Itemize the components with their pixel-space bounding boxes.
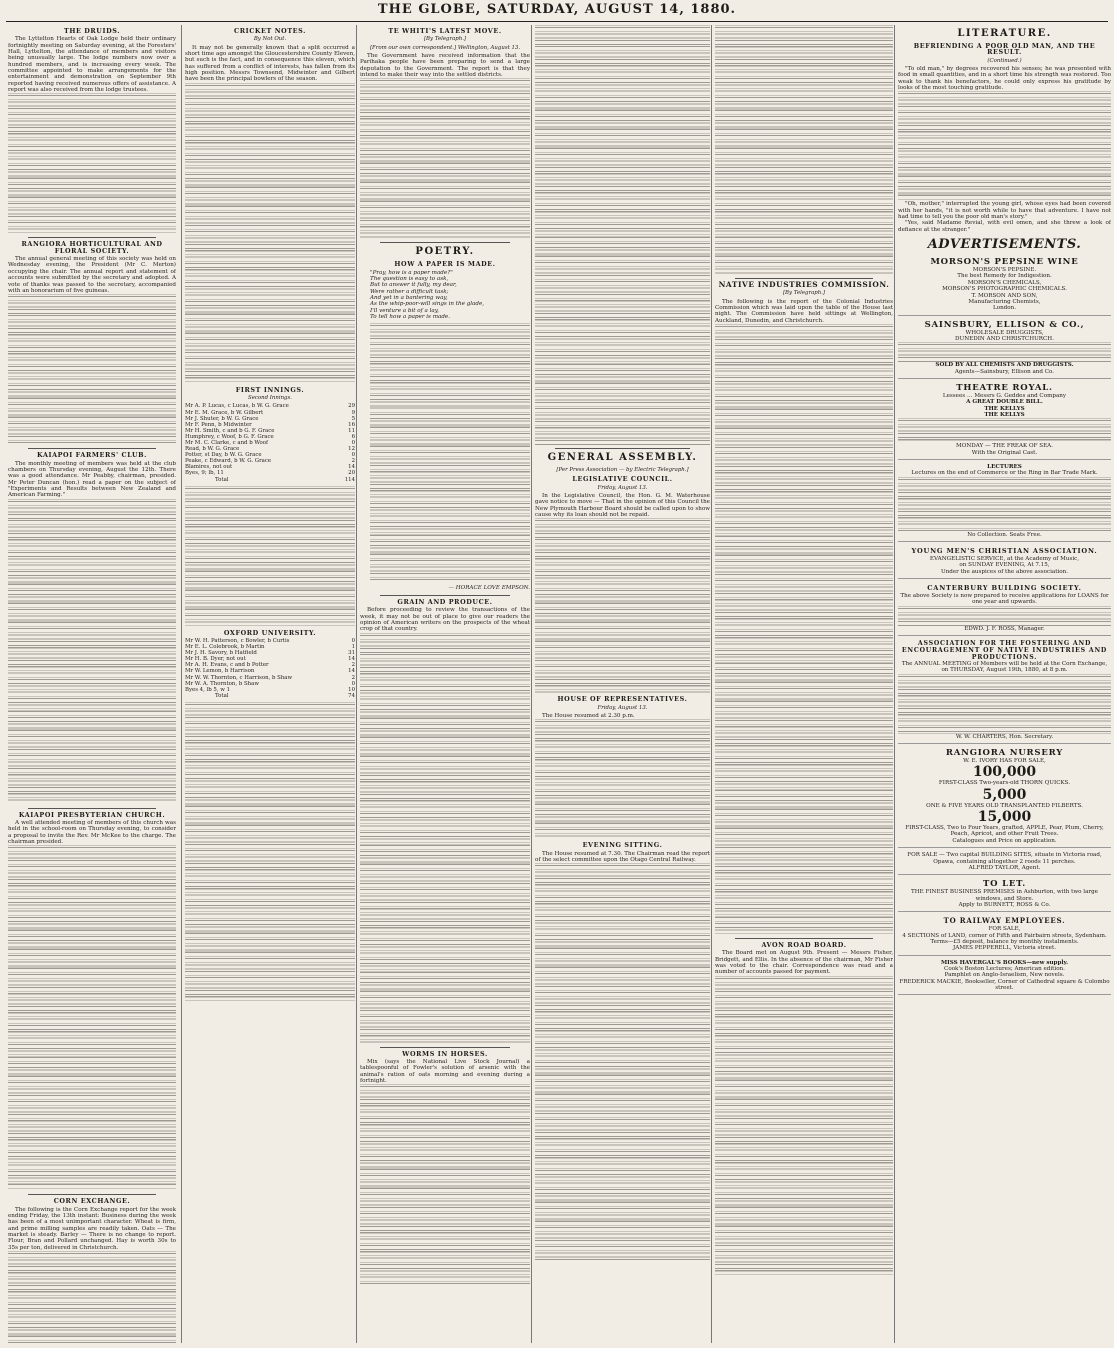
native-industries-heading: NATIVE INDUSTRIES COMMISSION. xyxy=(718,280,890,289)
grain-text: Before proceeding to review the transactions of the week, it may not be out of place to give our readers the opinion of American writers on the prospects of the wheat crop of that country. xyxy=(360,607,530,633)
body-text-block xyxy=(715,324,893,934)
quantity-figure: 5,000 xyxy=(982,786,1027,803)
grain-heading: GRAIN AND PRODUCE. xyxy=(397,597,493,606)
oxford-scorecard xyxy=(185,630,355,1002)
section-rule xyxy=(380,242,510,243)
ad-line: JAMES PEPPERELL, Victoria street. xyxy=(953,945,1056,952)
poem-line: "Pray, how is a paper made?" xyxy=(370,269,453,276)
column-4 xyxy=(531,25,710,1343)
ad-line: MORSON'S CHEMICALS, xyxy=(967,279,1042,286)
te-whiti-article xyxy=(360,28,530,238)
druids-heading: THE DRUIDS. xyxy=(63,27,121,35)
poem-body-block xyxy=(370,323,530,583)
for-sale-ad xyxy=(898,850,1111,875)
presbyterian-text: A well attended meeting of members of this church was held in the school-room on Thursday evening, to consider a proposal to invite the Rev. Mr McKee to the charge. The chairman presided. xyxy=(8,819,176,845)
worms-article xyxy=(360,1051,530,1285)
ad-line: Manufacturing Chemists, xyxy=(968,298,1041,305)
ad-line: Apply to BURNETT, ROSS & Co. xyxy=(958,901,1051,908)
cricket-heading: CRICKET NOTES. xyxy=(234,27,306,35)
body-text-block xyxy=(185,486,355,626)
literature-line: "Oh, mother," interrupted the young girl, whose eyes had been covered with her hands, "it is not worth while to have that adventure. I have not had time to tell you the poor old man's story." xyxy=(898,201,1111,221)
poem-line: The question is easy to ask, xyxy=(370,276,449,283)
section-rule xyxy=(28,448,156,449)
table-row: Mr A. P. Lucas, c Lucas, b W. G. Grace 29 xyxy=(185,403,355,410)
theatre-ad xyxy=(898,381,1111,460)
second-innings-label: Second Innings. xyxy=(248,395,292,402)
ad-line: The above Society is now prepared to receive applications for LOANS for one year and upwards. xyxy=(900,593,1109,606)
native-industries-article xyxy=(715,282,893,934)
ad-headline: ASSOCIATION FOR THE FOSTERING AND ENCOURAGEMENT OF NATIVE INDUSTRIES AND PRODUCTIONS. xyxy=(901,640,1108,662)
farmers-text: The monthly meeting of members was held at the club chambers on Thursday evening, August the 12th. There was a good attendance. Mr Peabby, chairman, presided. Mr Peter Duncan (hon.) read a paper on the subject of "Experiments and Results between New Zealand and American Farming." xyxy=(8,460,176,499)
ad-line: WHOLESALE DRUGGISTS, xyxy=(965,329,1044,336)
body-text-block xyxy=(8,845,176,1190)
cricket-byline: By Not Out. xyxy=(253,36,287,43)
table-row: Read, b W. G. Grace 12 xyxy=(185,446,355,453)
section-rule xyxy=(380,1047,510,1048)
ad-line: Cook's Boston Lectures; American edition. xyxy=(944,965,1065,972)
body-text-block xyxy=(8,1251,176,1343)
evening-text: The House resumed at 7.30. The Chairman read the report of the select committee upon the Otago Central Railway. xyxy=(535,850,710,864)
native-industries-ad xyxy=(898,638,1111,744)
assembly-article xyxy=(535,452,710,1263)
table-row: Mr H. B. Dyer, not out 14 xyxy=(185,656,355,663)
ad-body-block xyxy=(898,477,1111,532)
avon-road-text: The Board met on August 9th. Present — Messrs Fisher, Bridgett, and Ellis. In the absence of the chairman, Mr Fisher was voted to the chair. Correspondence was read and a number of accounts passed for payment. xyxy=(715,950,893,976)
native-industries-sub: [By Telegraph.] xyxy=(782,290,826,297)
body-text-block xyxy=(8,499,176,804)
farmers-heading: KAIAPOI FARMERS' CLUB. xyxy=(37,451,147,460)
ad-line: W. W. CHARTERS, Hon. Secretary. xyxy=(955,733,1054,740)
body-text-block xyxy=(360,78,530,238)
table-row: Mr W. W. Thornton, c Harrison, b Shaw 2 xyxy=(185,674,355,681)
table-row: Mr W. Lemon, b Harrison 14 xyxy=(185,668,355,675)
table-row: Potter, st Day, b W. G. Grace 0 xyxy=(185,452,355,459)
ad-line: MONDAY — THE FREAK OF SEA. xyxy=(956,443,1053,450)
worms-heading: WORMS IN HORSES. xyxy=(402,1049,488,1058)
ad-line: T. MORSON AND SON, xyxy=(971,292,1038,299)
quantity-figure: 15,000 xyxy=(977,809,1032,826)
lectures-ad xyxy=(898,462,1111,542)
body-text-block xyxy=(360,633,530,1043)
column-6 xyxy=(894,25,1111,1343)
table-row: Peake, c Edward, b W. G. Grace 2 xyxy=(185,458,355,465)
te-whiti-text: The Government have received information that the Parihaka people have been preparing to send a large deputation to the Government. The report is that they intend to make their way into the settled districts. xyxy=(360,53,530,79)
ad-line: FIRST-CLASS Two-years-old THORN QUICKS. xyxy=(938,780,1071,787)
table-row: Mr A. H. Evans, c and b Potter 2 xyxy=(185,662,355,669)
house-text: The House resumed at 2.30 p.m. xyxy=(542,713,635,720)
ad-line: Pamphlet on Anglo-Israelism, New novels. xyxy=(944,972,1065,979)
ad-line: FOR SALE — Two capital BUILDING SITES, situate in Victoria road, Opawa, containing altogether 2 roods 11 perches. xyxy=(907,852,1102,865)
oxford-title: OXFORD UNIVERSITY. xyxy=(223,628,317,637)
table-row: Mr J. Shuter, b W. G. Grace 5 xyxy=(185,415,355,422)
ad-line: 4 SECTIONS of LAND, corner of Fifth and Fairbairn streets, Sydenham. xyxy=(902,932,1107,939)
corn-exchange-text: The following is the Corn Exchange report for the week ending Friday, the 13th instant: Business during the week has been of a most unimportant character. Wheat is firm, and prime milling samples are readily taken. Oats — The market is steady. Barley — There is no change to report. Flour, Bran and Pollard unchanged. Hay is worth 30s to 35s per ton, delivered in Christchurch. xyxy=(8,1206,176,1251)
ad-body-block xyxy=(898,674,1111,734)
table-row: Mr H. Smith, c and b G. F. Grace 11 xyxy=(185,427,355,434)
literature-article xyxy=(898,28,1111,233)
ad-line: THE KELLYS xyxy=(984,405,1025,412)
section-rule xyxy=(28,808,156,809)
railway-employees-ad xyxy=(898,914,1111,955)
house-heading: HOUSE OF REPRESENTATIVES. xyxy=(557,695,688,704)
advertisements-heading: ADVERTISEMENTS. xyxy=(927,237,1082,253)
table-row: Mr E. L. Colebrook, b Martin 1 xyxy=(185,644,355,651)
table-row: Byes, 9; lb, 11 20 xyxy=(185,470,355,477)
ad-line: ONE & FIVE YEARS OLD TRANSPLANTED FILBERTS. xyxy=(926,802,1083,809)
scorecard-table xyxy=(185,403,355,482)
section-rule xyxy=(28,237,156,238)
quantity-figure: 100,000 xyxy=(972,764,1037,781)
table-row-total: Total 74 xyxy=(215,692,355,699)
farmers-article xyxy=(8,452,176,803)
building-society-ad xyxy=(898,581,1111,636)
presbyterian-article xyxy=(8,812,176,1191)
te-whiti-heading: TE WHITI'S LATEST MOVE. xyxy=(388,27,502,35)
ad-line: Terms—£5 deposit, balance by monthly instalments. xyxy=(930,938,1079,945)
poem-line: And yet in a bantering way, xyxy=(370,295,448,302)
table-row: Mr E. M. Grace, b W. Gilbert 9 xyxy=(185,409,355,416)
ymca-ad xyxy=(898,544,1111,579)
poem-line: Were rather a difficult task; xyxy=(370,288,449,295)
literature-text: "To old man," by degrees recovered his senses; he was presented with food in small quantities, and in a short time his strength was restored. Too weak to thank his benefactors, he could only express his gratitude by looks of the most touching gratitude. xyxy=(898,66,1111,92)
horticultural-heading: RANGIORA HORTICULTURAL AND FLORAL SOCIETY. xyxy=(21,240,163,255)
poetry-section xyxy=(360,246,530,590)
house-date: Friday, August 13. xyxy=(597,704,648,711)
literature-heading: LITERATURE. xyxy=(957,28,1052,39)
druids-article xyxy=(8,28,176,233)
council-date: Friday, August 13. xyxy=(597,484,648,491)
ad-line: FREDERICK MACKIE, Bookseller, Corner of Cathedral square & Colombo street. xyxy=(899,978,1110,991)
ad-headline: THEATRE ROYAL. xyxy=(956,382,1053,393)
te-whiti-dateline: [From our own correspondent.] Wellington, August 13. xyxy=(369,44,521,51)
sainsbury-ad xyxy=(898,318,1111,379)
rangiora-nursery-ad xyxy=(898,746,1111,848)
cricket-text: It may not be generally known that a split occurred a short time ago amongst the Gloucestershire County Eleven, but such is the fact, and in consequence this eleven, which has suffered from a conflict of interests, has fallen from its high position. Messrs Townsend, Midwinter and Gilbert have been the principal bowlers of the season. xyxy=(185,44,355,83)
ad-line: Catalogues and Price on application. xyxy=(952,837,1057,844)
ad-line: SOLD BY ALL CHEMISTS AND DRUGGISTS. xyxy=(935,362,1074,369)
body-text-block xyxy=(360,1084,530,1284)
body-text-block xyxy=(185,702,355,1002)
ad-headline: MORSON'S PEPSINE WINE xyxy=(930,257,1079,268)
table-row: Mr M. C. Clarke, c and b Woof 0 xyxy=(185,440,355,446)
column-1 xyxy=(8,25,176,1343)
literature-title: BEFRIENDING A POOR OLD MAN, AND THE RESULT. xyxy=(913,42,1096,57)
ad-line: EDWD. J. F. ROSS, Manager. xyxy=(964,625,1045,632)
morson-ad xyxy=(898,255,1111,315)
to-let-ad xyxy=(898,877,1111,912)
body-text-block xyxy=(8,93,176,233)
ad-line: The best Remedy for Indigestion. xyxy=(957,273,1052,280)
ad-line: THE FINEST BUSINESS PREMISES in Ashburton, with two large windows, and Store. xyxy=(911,889,1098,902)
evening-heading: EVENING SITTING. xyxy=(582,841,663,850)
ad-line: THE KELLYS xyxy=(984,411,1025,418)
ad-headline: TO LET. xyxy=(983,879,1026,890)
masthead-rule xyxy=(6,21,1108,22)
ad-headline: MISS HAVERGAL'S BOOKS—new supply. xyxy=(940,959,1069,966)
druids-text: The Lyttelton Hearts of Oak Lodge held their ordinary fortnightly meeting on Saturday evening, at the Foresters' Hall, Lyttelton, the attendance of members and visitors being unusually large. The lodge numbers now over a hundred members, and is increasing every week. The committee appointed to make arrangements for the entertainment and demonstration on September 9th reported having received numerous offers of assistance. A report was also received from the lodge trustees. xyxy=(8,36,176,94)
horticultural-article xyxy=(8,241,176,444)
ad-line: FOR SALE, xyxy=(988,926,1021,933)
poem-line: As the whip-poor-will sings in the glade, xyxy=(370,301,485,308)
ad-line: A GREAT DOUBLE BILL. xyxy=(966,399,1043,406)
table-row: Mr J. H. Savory, b Hatfield 31 xyxy=(185,650,355,657)
table-row: Mr F. Penn, b Midwinter 16 xyxy=(185,421,355,428)
continued-text-block xyxy=(715,25,893,275)
table-row: Mr W. H. Patterson, c Bowler, b Curtis 0 xyxy=(185,638,355,644)
column-2 xyxy=(181,25,355,1343)
ad-line: Lectures on the end of Commerce or the Ring in Bar Trade Mark. xyxy=(911,470,1098,477)
native-industries-text: The following is the report of the Colonial Industries Commission which was laid upon the table of the House last night. The Commission have held sittings at Wellington, Auckland, Dunedin, and Christchurch. xyxy=(715,298,893,324)
ad-line: EVANGELISTIC SERVICE, at the Academy of Music, xyxy=(929,556,1080,562)
ad-headline: SAINSBURY, ELLISON & CO., xyxy=(924,319,1085,330)
corn-exchange-heading: CORN EXCHANGE. xyxy=(53,1197,131,1206)
assembly-heading: GENERAL ASSEMBLY. xyxy=(547,452,698,463)
avon-road-article xyxy=(715,942,893,1276)
poetry-heading: POETRY. xyxy=(415,246,475,258)
ad-line: DUNEDIN AND CHRISTCHURCH. xyxy=(955,335,1054,342)
body-text-block xyxy=(185,83,355,383)
poem-line: I'll venture a bit of a lay, xyxy=(370,307,439,314)
ad-body-block xyxy=(898,418,1111,443)
ad-line: London. xyxy=(992,305,1016,312)
worms-text: Mix (says the National Live Stock Journal) a tablespoonful of Fowler's solution of arsenic with the animal's ration of oats morning and evening during a fortnight. xyxy=(360,1058,530,1084)
literature-line: "Yes, said Madame Revial, with evil omen, and she threw a look of defiance at the stranger." xyxy=(898,220,1111,233)
havergal-books-ad xyxy=(898,958,1111,996)
council-text: In the Legislative Council, the Hon. G. M. Waterhouse gave notice to move — That in the opinion of this Council the New Plymouth Harbour Board should be called upon to show cause why its loan should not be repaid. xyxy=(535,493,710,519)
ad-line: on SUNDAY EVENING, At 7.15, xyxy=(959,562,1050,569)
poem-signature: — HORACE LOVE EMPSON. xyxy=(448,584,530,591)
poem-line: But to answer it fully, my dear, xyxy=(370,282,457,289)
section-rule xyxy=(735,278,873,279)
ad-headline: TO RAILWAY EMPLOYEES. xyxy=(943,916,1066,926)
ad-line: ALFRED TAYLOR, Agent. xyxy=(968,864,1041,871)
table-row: Blamires, not out 14 xyxy=(185,464,355,471)
table-row-total: Total 114 xyxy=(215,476,355,483)
ad-line: No Collection. Seats Free. xyxy=(967,531,1042,538)
section-rule xyxy=(735,938,873,939)
scorecard-table xyxy=(185,638,355,699)
body-text-block xyxy=(535,719,710,839)
ad-line: Lessees … Messrs G. Geddes and Company xyxy=(942,392,1067,399)
ad-line: MORSON'S PEPSINE. xyxy=(972,267,1037,274)
avon-road-heading: AVON ROAD BOARD. xyxy=(761,941,847,950)
body-text-block xyxy=(898,91,1111,201)
assembly-sub: [Per Press Association — by Electric Telegraph.] xyxy=(556,467,689,473)
ad-line: W. E. IVORY HAS FOR SALE, xyxy=(963,758,1046,765)
literature-continued: (Continued.) xyxy=(987,57,1022,64)
council-heading: LEGISLATIVE COUNCIL. xyxy=(572,475,673,484)
ad-body-block xyxy=(898,606,1111,626)
ad-line: Agents—Sainsbury, Ellison and Co. xyxy=(954,368,1055,375)
table-row: Humphrey, c Woof, b G. F. Grace 6 xyxy=(185,433,355,440)
cricket-article xyxy=(185,28,355,383)
horticultural-text: The annual general meeting of this society was held on Wednesday evening, the President (Mr C. Merton) occupying the chair. The annual report and statement of accounts were submitted by the secretary and adopted. A vote of thanks was passed to the secretary, accompanied with an honorarium of five guineas. xyxy=(8,256,176,294)
ad-line: The ANNUAL MEETING of Members will be held at the Corn Exchange, on THURSDAY, August 19th, 1880, at 8 p.m. xyxy=(901,661,1108,674)
ad-headline: CANTERBURY BUILDING SOCIETY. xyxy=(927,584,1082,593)
ad-headline: LECTURES xyxy=(987,463,1022,470)
column-5 xyxy=(711,25,893,1343)
ad-line: MORSON'S PHOTOGRAPHIC CHEMICALS. xyxy=(942,286,1067,293)
te-whiti-sub: [By Telegraph.] xyxy=(423,36,467,43)
table-row: Byes 4, lb 5, w 1 10 xyxy=(185,686,355,693)
first-innings-scorecard xyxy=(185,387,355,626)
first-innings-title: FIRST INNINGS. xyxy=(235,385,305,394)
grain-article xyxy=(360,599,530,1043)
body-text-block xyxy=(535,863,710,1263)
ad-line: With the Original Cast. xyxy=(971,449,1038,456)
ad-headline: RANGIORA NURSERY xyxy=(945,748,1064,759)
poem-title: HOW A PAPER IS MADE. xyxy=(394,260,496,269)
continued-text-block xyxy=(535,25,710,445)
ad-line: FIRST-CLASS, Two to Four Years, grafted, APPLE, Pear, Plum, Cherry, Peach, Apricot, and other Fruit Trees. xyxy=(905,825,1104,838)
body-text-block xyxy=(535,518,710,693)
section-rule xyxy=(380,595,510,596)
poem-line: To tell how a paper is made. xyxy=(370,314,451,321)
section-rule xyxy=(28,1194,156,1195)
table-row: Mr W. A. Thornton, b Shaw 0 xyxy=(185,680,355,687)
presbyterian-heading: KAIAPOI PRESBYTERIAN CHURCH. xyxy=(18,810,166,819)
masthead-title: THE GLOBE, SATURDAY, AUGUST 14, 1880. xyxy=(377,2,737,17)
section-rule xyxy=(555,448,690,449)
body-text-block xyxy=(8,294,176,444)
column-3 xyxy=(356,25,530,1343)
body-text-block xyxy=(715,976,893,1276)
corn-exchange-article xyxy=(8,1198,176,1343)
ad-body-block xyxy=(898,342,1111,362)
ad-headline: YOUNG MEN'S CHRISTIAN ASSOCIATION. xyxy=(911,547,1098,555)
ad-line: Under the auspices of the above association. xyxy=(940,568,1069,575)
